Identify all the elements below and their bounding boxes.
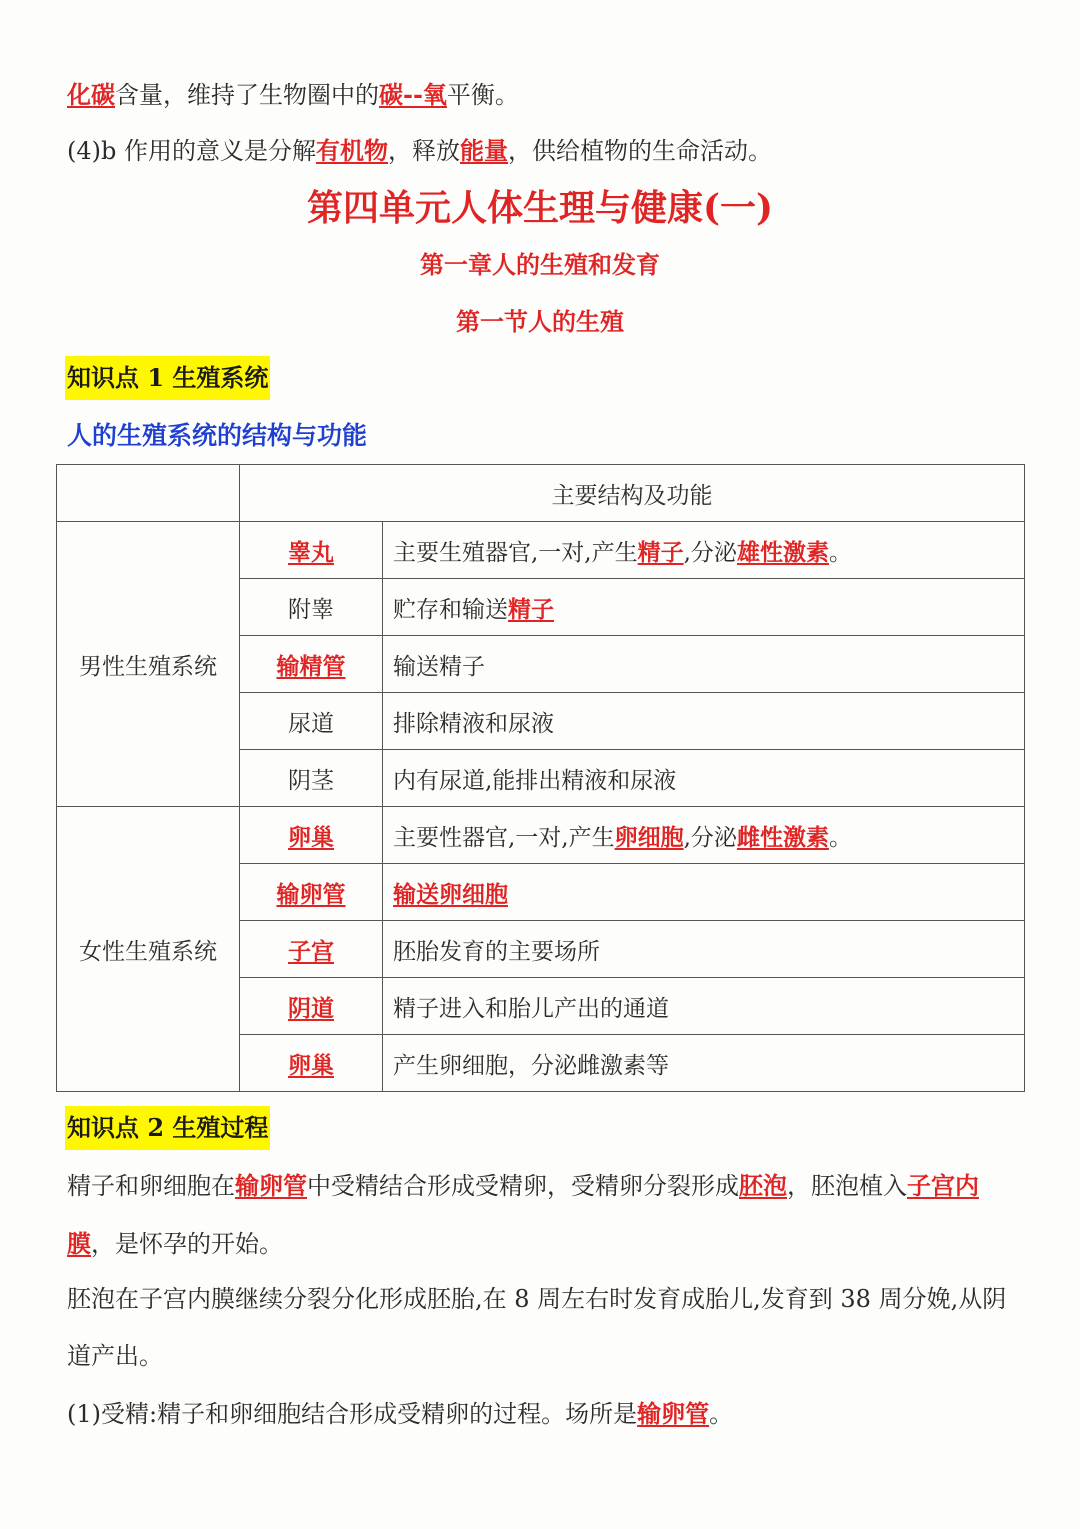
organ-label: 阴道 [288, 994, 334, 1022]
function-cell [383, 807, 1025, 864]
text-span: 。 [709, 1400, 734, 1428]
answer-blank: 精子 [637, 538, 684, 566]
text-span: ，胚泡植入 [787, 1172, 907, 1200]
text-span: 贮存和输送 [393, 596, 508, 623]
text-span: 平衡。 [446, 81, 519, 109]
organ-cell [240, 579, 383, 636]
chapter-title: 第一章人的生殖和发育 [420, 250, 660, 279]
answer-blank: 胚泡 [739, 1171, 787, 1200]
organ-label: 卵巢 [288, 823, 334, 851]
function-cell: 精子进入和胎儿产出的通道 [383, 978, 1025, 1035]
organ-cell [240, 522, 383, 579]
text-span: ,分泌 [683, 824, 737, 851]
organ-label: 卵巢 [288, 1051, 334, 1079]
answer-blank: 输卵管 [637, 1399, 710, 1428]
text-span: 。 [828, 824, 852, 851]
organ-label: 尿道 [288, 710, 334, 737]
text-span: 中受精结合形成受精卵，受精卵分裂形成 [307, 1172, 739, 1200]
answer-blank: 输送卵细胞 [393, 880, 508, 908]
process-paragraph-2: 胚泡在子宫内膜继续分裂分化形成胚胎,在 8 周左右时发育成胎儿,发育到 38 周分娩,从阴道产出。 [67, 1285, 1007, 1370]
function-cell [383, 864, 1025, 921]
answer-blank: 子宫内膜 [67, 1171, 979, 1258]
table-row [57, 522, 1025, 579]
table-row [57, 807, 1025, 864]
text-span: ，释放 [388, 137, 460, 165]
system-cell-female: 女性生殖系统 [57, 807, 240, 1092]
organ-cell [240, 1035, 383, 1092]
text-span: ，供给植物的生命活动。 [508, 137, 772, 165]
text-span: 含量，维持了生物圈中的 [115, 81, 379, 109]
organ-label: 附睾 [288, 596, 334, 623]
table-subheading: 人的生殖系统的结构与功能 [67, 421, 368, 450]
top-line-2 [67, 134, 772, 168]
header-cell: 主要结构及功能 [240, 465, 1025, 522]
text-span: 主要性器官,一对,产生 [393, 824, 615, 851]
text-span: (4)b 作用的意义是分解 [67, 137, 316, 165]
text-span: ,分泌 [683, 539, 737, 566]
answer-blank: 卵细胞 [614, 823, 684, 851]
organ-cell [240, 807, 383, 864]
text-span: (1)受精:精子和卵细胞结合形成受精卵的过程。场所是 [67, 1400, 638, 1428]
organ-cell [240, 636, 383, 693]
process-paragraph-3 [67, 1385, 1017, 1443]
answer-blank: 雌性激素 [736, 823, 829, 851]
function-cell [383, 522, 1025, 579]
function-cell: 排除精液和尿液 [383, 693, 1025, 750]
organ-label: 输卵管 [276, 880, 346, 908]
answer-blank: 有机物 [316, 136, 388, 165]
text-span: 。 [828, 539, 852, 566]
answer-blank: 精子 [508, 595, 554, 623]
system-cell-male: 男性生殖系统 [57, 522, 240, 807]
knowledge-point-2-label: 知识点 2 生殖过程 [65, 1106, 270, 1150]
organ-cell [240, 693, 383, 750]
text-span: 精子和卵细胞在 [67, 1172, 235, 1200]
organ-cell [240, 864, 383, 921]
function-cell: 输送精子 [383, 636, 1025, 693]
process-paragraph-1 [67, 1157, 1017, 1273]
organ-label: 子宫 [288, 937, 334, 965]
knowledge-point-1-label: 知识点 1 生殖系统 [65, 356, 270, 400]
answer-blank: 化碳 [67, 80, 115, 109]
answer-blank: 能量 [460, 136, 508, 165]
text-span: 主要生殖器官,一对,产生 [393, 539, 638, 566]
function-cell: 胚胎发育的主要场所 [383, 921, 1025, 978]
header-blank-cell [57, 465, 240, 522]
section-title: 第一节人的生殖 [456, 307, 624, 336]
table-header-row [57, 465, 1025, 522]
function-cell: 产生卵细胞，分泌雌激素等 [383, 1035, 1025, 1092]
reproductive-system-table [56, 464, 1025, 1092]
answer-blank: 输卵管 [235, 1171, 307, 1200]
organ-cell [240, 750, 383, 807]
answer-blank: 雄性激素 [736, 538, 829, 566]
function-cell: 内有尿道,能排出精液和尿液 [383, 750, 1025, 807]
organ-cell [240, 978, 383, 1035]
answer-blank: 碳--氧 [379, 80, 447, 109]
text-span: ，是怀孕的开始。 [91, 1230, 283, 1258]
organ-label: 输精管 [276, 652, 346, 680]
top-line-1 [67, 78, 519, 112]
function-cell [383, 579, 1025, 636]
organ-cell [240, 921, 383, 978]
unit-title: 第四单元人体生理与健康(一) [306, 187, 774, 229]
organ-label: 睾丸 [288, 538, 334, 566]
organ-label: 阴茎 [288, 767, 334, 794]
